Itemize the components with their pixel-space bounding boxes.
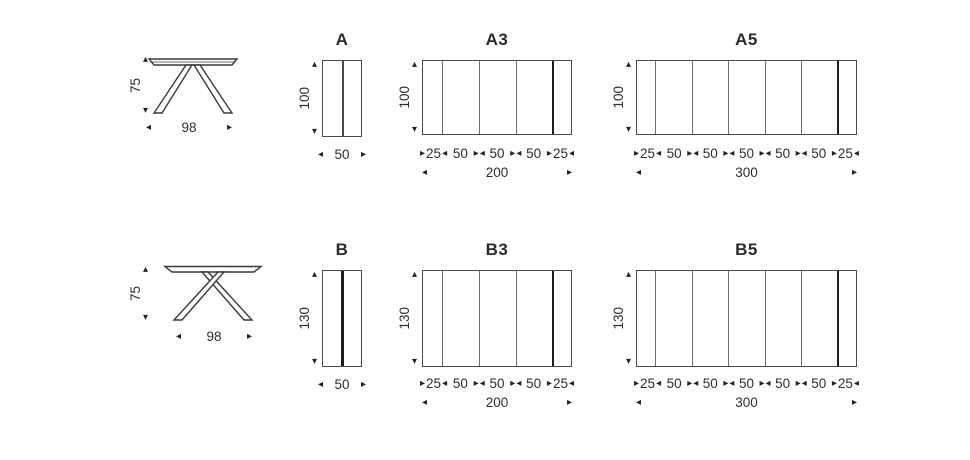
diagram-b5-depth-label: 130 xyxy=(611,307,626,330)
arrow-right-icon: ▸ xyxy=(687,148,692,159)
arrow-right-icon: ▸ xyxy=(723,378,728,389)
leaf-divider xyxy=(765,61,766,134)
arrow-right-icon: ▸ xyxy=(360,149,366,160)
segment-dim xyxy=(419,376,448,392)
diagram-b5-total-label: 300 xyxy=(735,395,758,410)
segment-dim xyxy=(546,146,575,162)
diagram-a3-segment-dims xyxy=(419,146,575,162)
table-leg-right xyxy=(194,65,232,113)
arrow-right-icon: ▸ xyxy=(831,378,837,389)
diagram-b-depth-dim xyxy=(298,270,318,367)
arrow-right-icon: ▸ xyxy=(546,378,552,389)
diagram-a-depth-label: 100 xyxy=(297,87,312,110)
segment-dim xyxy=(633,146,662,162)
table-leg-left xyxy=(174,272,224,320)
diagram-b3-segment-dims xyxy=(419,376,575,392)
arrow-right-icon: ▸ xyxy=(246,331,252,342)
segment-label: 25 xyxy=(552,376,568,391)
diagram-a3-total-label: 200 xyxy=(485,165,509,180)
arrow-right-icon: ▸ xyxy=(795,378,800,389)
dim-boundary-arrows xyxy=(509,379,521,389)
arrow-left-icon: ◂ xyxy=(146,122,152,133)
dim-boundary-arrows xyxy=(473,149,485,159)
arrow-right-icon: ▸ xyxy=(226,122,232,133)
arrow-left-icon: ◂ xyxy=(442,378,448,389)
arrow-left-icon: ◂ xyxy=(568,378,574,389)
side-b-width-dim xyxy=(176,329,252,345)
diagram-a-width-label: 50 xyxy=(334,147,350,162)
dim-boundary-arrows xyxy=(473,379,485,389)
diagram-b-width-label: 50 xyxy=(334,377,350,392)
side-a-height-label: 75 xyxy=(128,77,143,94)
segment-label: 50 xyxy=(452,376,468,391)
arrow-up-icon: ▴ xyxy=(625,59,631,70)
segment-label: 50 xyxy=(702,376,718,391)
segment-label: 50 xyxy=(738,376,754,391)
diagram-a5-segment-dims xyxy=(633,146,860,162)
diagram-b3-top-view xyxy=(422,270,572,367)
arrow-left-icon: ◂ xyxy=(318,379,324,390)
arrow-left-icon: ◂ xyxy=(176,331,182,342)
diagram-b-top-view xyxy=(322,270,362,367)
dim-boundary-arrows xyxy=(759,149,771,159)
arrow-left-icon: ◂ xyxy=(568,148,574,159)
segment-dim xyxy=(831,376,860,392)
diagram-a-top-view xyxy=(322,60,362,137)
tabletop xyxy=(165,267,261,273)
arrow-left-icon: ◂ xyxy=(765,148,770,159)
arrow-left-icon: ◂ xyxy=(729,378,734,389)
arrow-down-icon: ▾ xyxy=(142,105,148,116)
arrow-right-icon: ▸ xyxy=(510,148,515,159)
diagram-a5-depth-dim xyxy=(612,60,632,135)
arrow-down-icon: ▾ xyxy=(142,312,148,323)
side-b-height-label: 75 xyxy=(128,286,143,302)
extension-edge-line xyxy=(837,271,840,366)
diagram-a5-top-view xyxy=(636,60,857,135)
segment-label: 50 xyxy=(489,376,505,391)
leaf-divider xyxy=(692,61,693,134)
segment-label: 25 xyxy=(552,146,568,161)
diagram-a-center-line xyxy=(342,61,344,136)
diagram-b3-total-dim xyxy=(422,395,572,411)
diagram-b-depth-label: 130 xyxy=(297,307,312,330)
segment-label: 50 xyxy=(666,376,682,391)
leaf-divider xyxy=(801,271,802,366)
side-a-width-dim xyxy=(146,120,232,136)
arrow-up-icon: ▴ xyxy=(411,269,417,280)
diagram-b5-title: B5 xyxy=(735,240,758,259)
segment-dim xyxy=(419,146,448,162)
arrow-right-icon: ▸ xyxy=(634,378,640,389)
arrow-right-icon: ▸ xyxy=(831,148,837,159)
segment-label: 25 xyxy=(640,376,656,391)
segment-label: 50 xyxy=(811,146,827,161)
diagram-a-title: A xyxy=(335,30,349,49)
side-b-height-dim xyxy=(129,265,149,323)
side-a-width-label: 98 xyxy=(181,120,197,135)
leaf-divider xyxy=(516,61,517,134)
segment-dim xyxy=(546,376,575,392)
arrow-right-icon: ▸ xyxy=(566,167,572,178)
arrow-right-icon: ▸ xyxy=(634,148,640,159)
segment-label: 50 xyxy=(811,376,827,391)
dim-boundary-arrows xyxy=(686,379,698,389)
segment-label: 50 xyxy=(702,146,718,161)
diagram-a3-total-dim xyxy=(422,165,572,181)
diagram-a3-title: A3 xyxy=(485,30,509,49)
segment-label: 50 xyxy=(526,146,542,161)
arrow-left-icon: ◂ xyxy=(479,148,484,159)
segment-label: 50 xyxy=(489,146,505,161)
arrow-right-icon: ▸ xyxy=(420,148,426,159)
arrow-down-icon: ▾ xyxy=(411,356,417,367)
diagram-b3-depth-label: 130 xyxy=(397,307,412,330)
leaf-divider xyxy=(728,61,729,134)
diagram-a5-total-dim xyxy=(636,165,857,181)
diagram-b3-title: B3 xyxy=(485,240,509,259)
segment-label: 25 xyxy=(640,146,656,161)
table-leg-right xyxy=(202,272,252,320)
side-b-width-label: 98 xyxy=(206,329,222,344)
arrow-right-icon: ▸ xyxy=(851,397,857,408)
leaf-divider xyxy=(692,271,693,366)
diagram-b3-depth-dim xyxy=(398,270,418,367)
arrow-left-icon: ◂ xyxy=(636,397,642,408)
arrow-right-icon: ▸ xyxy=(473,148,478,159)
arrow-left-icon: ◂ xyxy=(318,149,324,160)
arrow-right-icon: ▸ xyxy=(687,378,692,389)
arrow-left-icon: ◂ xyxy=(516,148,521,159)
arrow-left-icon: ◂ xyxy=(516,378,521,389)
arrow-left-icon: ◂ xyxy=(853,148,859,159)
arrow-right-icon: ▸ xyxy=(546,148,552,159)
arrow-down-icon: ▾ xyxy=(625,124,631,135)
arrow-right-icon: ▸ xyxy=(510,378,515,389)
arrow-left-icon: ◂ xyxy=(801,378,806,389)
arrow-right-icon: ▸ xyxy=(723,148,728,159)
diagram-a3-top-view xyxy=(422,60,572,135)
arrow-left-icon: ◂ xyxy=(656,378,662,389)
segment-label: 25 xyxy=(837,146,853,161)
segment-label: 25 xyxy=(426,146,442,161)
arrow-down-icon: ▾ xyxy=(311,356,317,367)
dim-boundary-arrows xyxy=(795,379,807,389)
segment-dim xyxy=(633,376,662,392)
diagram-b5-depth-dim xyxy=(612,270,632,367)
arrow-left-icon: ◂ xyxy=(442,148,448,159)
arrow-up-icon: ▴ xyxy=(311,59,317,70)
arrow-left-icon: ◂ xyxy=(422,167,428,178)
diagram-a3-depth-label: 100 xyxy=(397,86,412,109)
arrow-right-icon: ▸ xyxy=(759,378,764,389)
segment-label: 50 xyxy=(775,376,791,391)
arrow-up-icon: ▴ xyxy=(142,54,148,65)
arrow-left-icon: ◂ xyxy=(801,148,806,159)
arrow-left-icon: ◂ xyxy=(422,397,428,408)
segment-label: 50 xyxy=(452,146,468,161)
leaf-divider xyxy=(442,61,443,134)
arrow-right-icon: ▸ xyxy=(759,148,764,159)
diagram-a-width-dim xyxy=(318,147,366,163)
segment-label: 25 xyxy=(837,376,853,391)
table-leg-left xyxy=(154,65,192,113)
arrow-left-icon: ◂ xyxy=(765,378,770,389)
arrow-left-icon: ◂ xyxy=(729,148,734,159)
arrow-right-icon: ▸ xyxy=(420,378,426,389)
diagram-a3-depth-dim xyxy=(398,60,418,135)
diagram-b5-segment-dims xyxy=(633,376,860,392)
leaf-divider xyxy=(655,271,656,366)
arrow-left-icon: ◂ xyxy=(636,167,642,178)
diagram-a5-depth-label: 100 xyxy=(611,86,626,109)
arrow-down-icon: ▾ xyxy=(311,126,317,137)
extension-edge-line xyxy=(837,61,840,134)
arrow-left-icon: ◂ xyxy=(656,148,662,159)
diagram-a5-title: A5 xyxy=(735,30,758,49)
segment-label: 50 xyxy=(526,376,542,391)
dim-boundary-arrows xyxy=(722,379,734,389)
arrow-left-icon: ◂ xyxy=(853,378,859,389)
diagram-a-depth-dim xyxy=(298,60,318,137)
arrow-right-icon: ▸ xyxy=(473,378,478,389)
diagram-b-width-dim xyxy=(318,377,366,393)
diagram-a5-total-label: 300 xyxy=(735,165,758,180)
leaf-divider xyxy=(655,61,656,134)
arrow-left-icon: ◂ xyxy=(479,378,484,389)
dim-boundary-arrows xyxy=(686,149,698,159)
segment-label: 25 xyxy=(426,376,442,391)
leaf-divider xyxy=(516,271,517,366)
segment-label: 50 xyxy=(738,146,754,161)
leaf-divider xyxy=(479,271,480,366)
arrow-up-icon: ▴ xyxy=(311,269,317,280)
dim-boundary-arrows xyxy=(759,379,771,389)
leaf-divider xyxy=(442,271,443,366)
leaf-divider xyxy=(728,271,729,366)
table-side-view-a xyxy=(148,56,238,118)
side-a-height-dim xyxy=(129,55,149,116)
leaf-divider xyxy=(479,61,480,134)
diagram-b5-total-dim xyxy=(636,395,857,411)
table-side-view-b xyxy=(164,264,262,324)
diagram-b-title: B xyxy=(335,240,349,259)
extension-edge-line xyxy=(552,271,555,366)
segment-dim xyxy=(831,146,860,162)
diagram-b3-total-label: 200 xyxy=(485,395,509,410)
arrow-up-icon: ▴ xyxy=(411,59,417,70)
arrow-right-icon: ▸ xyxy=(851,167,857,178)
arrow-left-icon: ◂ xyxy=(693,378,698,389)
dim-boundary-arrows xyxy=(795,149,807,159)
arrow-up-icon: ▴ xyxy=(142,264,148,275)
arrow-down-icon: ▾ xyxy=(625,356,631,367)
dim-boundary-arrows xyxy=(509,149,521,159)
arrow-up-icon: ▴ xyxy=(625,269,631,280)
diagram-b-center-line xyxy=(341,271,344,366)
segment-label: 50 xyxy=(666,146,682,161)
leaf-divider xyxy=(801,61,802,134)
diagram-b5-top-view xyxy=(636,270,857,367)
arrow-right-icon: ▸ xyxy=(566,397,572,408)
leaf-divider xyxy=(765,271,766,366)
extension-edge-line xyxy=(552,61,555,134)
segment-label: 50 xyxy=(775,146,791,161)
dim-boundary-arrows xyxy=(722,149,734,159)
arrow-left-icon: ◂ xyxy=(693,148,698,159)
arrow-right-icon: ▸ xyxy=(795,148,800,159)
arrow-right-icon: ▸ xyxy=(360,379,366,390)
arrow-down-icon: ▾ xyxy=(411,124,417,135)
